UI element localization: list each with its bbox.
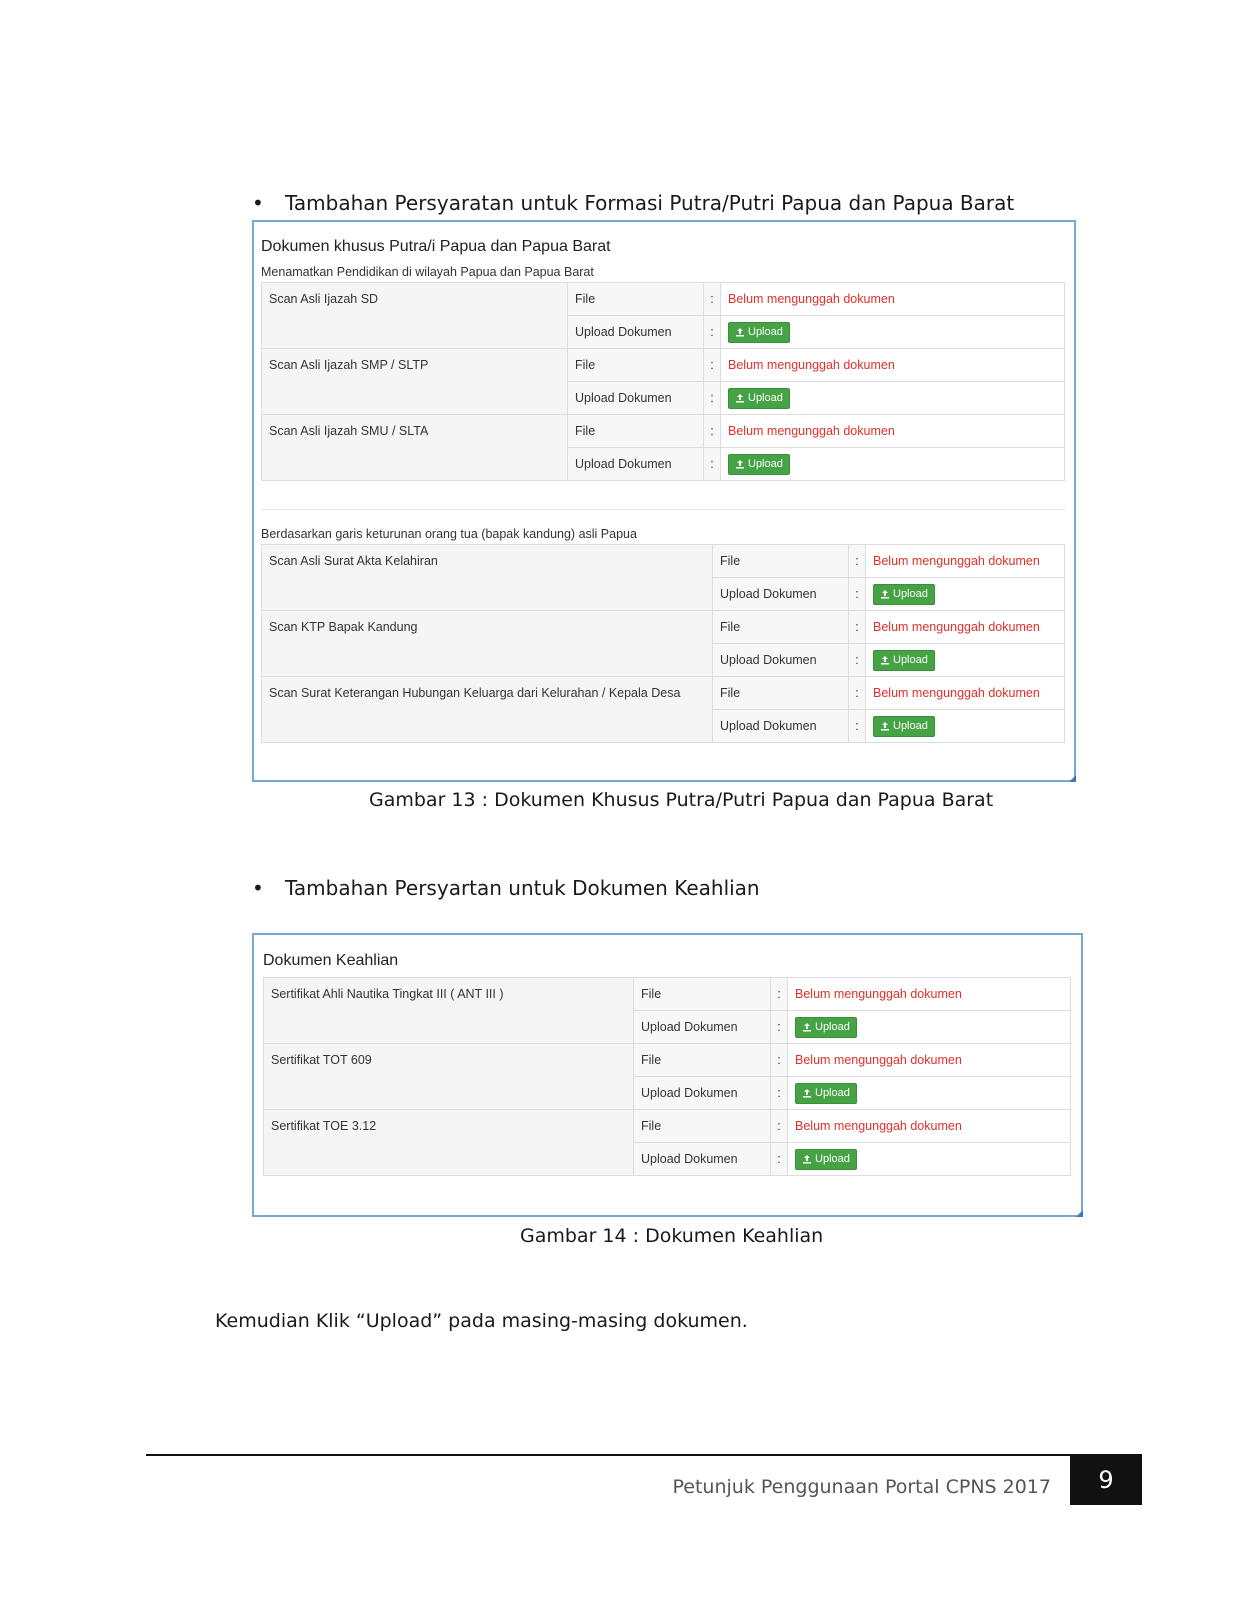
upload-icon bbox=[735, 393, 745, 403]
upload-icon bbox=[735, 459, 745, 469]
upload-cell bbox=[788, 1011, 1071, 1044]
page-number: 9 bbox=[1070, 1454, 1142, 1505]
colon: : bbox=[771, 1077, 788, 1110]
bullet-text: Tambahan Persyaratan untuk Formasi Putra/Putri Papua dan Papua Barat bbox=[285, 191, 1015, 215]
resize-corner bbox=[1069, 775, 1076, 782]
table-row bbox=[264, 1044, 1071, 1077]
upload-button-label: Upload bbox=[893, 720, 928, 732]
file-label: File bbox=[634, 1044, 771, 1077]
upload-button[interactable] bbox=[873, 584, 935, 605]
table-row bbox=[264, 1110, 1071, 1143]
document-name: Scan Asli Surat Akta Kelahiran bbox=[262, 545, 713, 611]
colon: : bbox=[771, 1044, 788, 1077]
document-name: Scan Surat Keterangan Hubungan Keluarga dari Kelurahan / Kepala Desa bbox=[262, 677, 713, 743]
upload-status: Belum mengunggah dokumen bbox=[721, 349, 1065, 382]
upload-status: Belum mengunggah dokumen bbox=[721, 283, 1065, 316]
upload-button[interactable] bbox=[728, 454, 790, 475]
upload-document-label: Upload Dokumen bbox=[713, 578, 849, 611]
table-row bbox=[262, 611, 1065, 644]
upload-icon bbox=[802, 1088, 812, 1098]
colon: : bbox=[704, 349, 721, 382]
upload-button[interactable] bbox=[795, 1017, 857, 1038]
colon: : bbox=[849, 578, 866, 611]
upload-cell bbox=[866, 578, 1065, 611]
upload-button[interactable] bbox=[728, 388, 790, 409]
colon: : bbox=[849, 545, 866, 578]
upload-button[interactable] bbox=[728, 322, 790, 343]
table-row bbox=[262, 415, 1065, 448]
footer-rule bbox=[146, 1454, 1070, 1456]
upload-button-label: Upload bbox=[748, 392, 783, 404]
table-row bbox=[262, 677, 1065, 710]
upload-button-label: Upload bbox=[815, 1087, 850, 1099]
upload-document-label: Upload Dokumen bbox=[568, 316, 704, 349]
upload-status: Belum mengunggah dokumen bbox=[788, 1110, 1071, 1143]
upload-cell bbox=[788, 1143, 1071, 1176]
upload-status: Belum mengunggah dokumen bbox=[866, 677, 1065, 710]
section-divider bbox=[261, 509, 1065, 510]
documents-table-lineage bbox=[261, 544, 1065, 743]
panel-title: Dokumen khusus Putra/i Papua dan Papua Barat bbox=[261, 238, 611, 255]
instruction-text: Kemudian Klik “Upload” pada masing-masing dokumen. bbox=[215, 1310, 748, 1332]
upload-cell bbox=[866, 710, 1065, 743]
section-subtitle-education: Menamatkan Pendidikan di wilayah Papua dan Papua Barat bbox=[261, 265, 594, 279]
upload-button[interactable] bbox=[795, 1149, 857, 1170]
upload-status: Belum mengunggah dokumen bbox=[721, 415, 1065, 448]
colon: : bbox=[704, 415, 721, 448]
colon: : bbox=[849, 710, 866, 743]
bullet-item-papua bbox=[252, 191, 1014, 215]
upload-cell bbox=[721, 316, 1065, 349]
resize-corner bbox=[1076, 1210, 1083, 1217]
upload-cell bbox=[866, 644, 1065, 677]
footer-title: Petunjuk Penggunaan Portal CPNS 2017 bbox=[672, 1476, 1051, 1498]
colon: : bbox=[704, 448, 721, 481]
file-label: File bbox=[634, 978, 771, 1011]
upload-icon bbox=[802, 1022, 812, 1032]
upload-button[interactable] bbox=[795, 1083, 857, 1104]
file-label: File bbox=[568, 415, 704, 448]
file-label: File bbox=[568, 283, 704, 316]
upload-button[interactable] bbox=[873, 716, 935, 737]
figure-caption-13: Gambar 13 : Dokumen Khusus Putra/Putri Papua dan Papua Barat bbox=[369, 789, 994, 811]
colon: : bbox=[771, 978, 788, 1011]
file-label: File bbox=[568, 349, 704, 382]
upload-document-label: Upload Dokumen bbox=[713, 710, 849, 743]
upload-button[interactable] bbox=[873, 650, 935, 671]
upload-status: Belum mengunggah dokumen bbox=[788, 978, 1071, 1011]
table-row bbox=[262, 283, 1065, 316]
document-name: Sertifikat TOE 3.12 bbox=[264, 1110, 634, 1176]
screenshot-expertise-documents bbox=[252, 933, 1083, 1217]
upload-button-label: Upload bbox=[815, 1153, 850, 1165]
upload-status: Belum mengunggah dokumen bbox=[866, 611, 1065, 644]
upload-cell bbox=[788, 1077, 1071, 1110]
upload-cell bbox=[721, 382, 1065, 415]
upload-button-label: Upload bbox=[893, 588, 928, 600]
documents-table-education bbox=[261, 282, 1065, 481]
upload-icon bbox=[880, 655, 890, 665]
documents-table-expertise bbox=[263, 977, 1071, 1176]
document-name: Sertifikat Ahli Nautika Tingkat III ( ANT III ) bbox=[264, 978, 634, 1044]
file-label: File bbox=[634, 1110, 771, 1143]
table-row bbox=[262, 545, 1065, 578]
colon: : bbox=[771, 1143, 788, 1176]
upload-document-label: Upload Dokumen bbox=[568, 448, 704, 481]
colon: : bbox=[849, 677, 866, 710]
figure-caption-14: Gambar 14 : Dokumen Keahlian bbox=[520, 1225, 824, 1247]
upload-button-label: Upload bbox=[748, 458, 783, 470]
document-name: Scan Asli Ijazah SMU / SLTA bbox=[262, 415, 568, 481]
section-subtitle-lineage: Berdasarkan garis keturunan orang tua (bapak kandung) asli Papua bbox=[261, 527, 637, 541]
colon: : bbox=[704, 316, 721, 349]
upload-document-label: Upload Dokumen bbox=[568, 382, 704, 415]
bullet-text: Tambahan Persyartan untuk Dokumen Keahlian bbox=[285, 876, 760, 900]
bullet-dot: • bbox=[252, 191, 264, 215]
colon: : bbox=[704, 382, 721, 415]
upload-button-label: Upload bbox=[748, 326, 783, 338]
file-label: File bbox=[713, 545, 849, 578]
upload-document-label: Upload Dokumen bbox=[634, 1077, 771, 1110]
upload-document-label: Upload Dokumen bbox=[713, 644, 849, 677]
bullet-item-expertise bbox=[252, 876, 760, 900]
upload-icon bbox=[880, 589, 890, 599]
table-row bbox=[264, 978, 1071, 1011]
upload-button-label: Upload bbox=[893, 654, 928, 666]
upload-document-label: Upload Dokumen bbox=[634, 1143, 771, 1176]
upload-cell bbox=[721, 448, 1065, 481]
colon: : bbox=[704, 283, 721, 316]
panel-title: Dokumen Keahlian bbox=[263, 952, 399, 969]
upload-document-label: Upload Dokumen bbox=[634, 1011, 771, 1044]
document-name: Scan Asli Ijazah SD bbox=[262, 283, 568, 349]
file-label: File bbox=[713, 677, 849, 710]
colon: : bbox=[771, 1011, 788, 1044]
table-row bbox=[262, 349, 1065, 382]
upload-status: Belum mengunggah dokumen bbox=[788, 1044, 1071, 1077]
colon: : bbox=[771, 1110, 788, 1143]
file-label: File bbox=[713, 611, 849, 644]
document-name: Scan KTP Bapak Kandung bbox=[262, 611, 713, 677]
upload-status: Belum mengunggah dokumen bbox=[866, 545, 1065, 578]
colon: : bbox=[849, 644, 866, 677]
upload-icon bbox=[735, 327, 745, 337]
document-name: Sertifikat TOT 609 bbox=[264, 1044, 634, 1110]
document-name: Scan Asli Ijazah SMP / SLTP bbox=[262, 349, 568, 415]
upload-icon bbox=[802, 1154, 812, 1164]
upload-button-label: Upload bbox=[815, 1021, 850, 1033]
colon: : bbox=[849, 611, 866, 644]
bullet-dot: • bbox=[252, 876, 264, 900]
screenshot-papua-documents bbox=[252, 220, 1076, 782]
upload-icon bbox=[880, 721, 890, 731]
